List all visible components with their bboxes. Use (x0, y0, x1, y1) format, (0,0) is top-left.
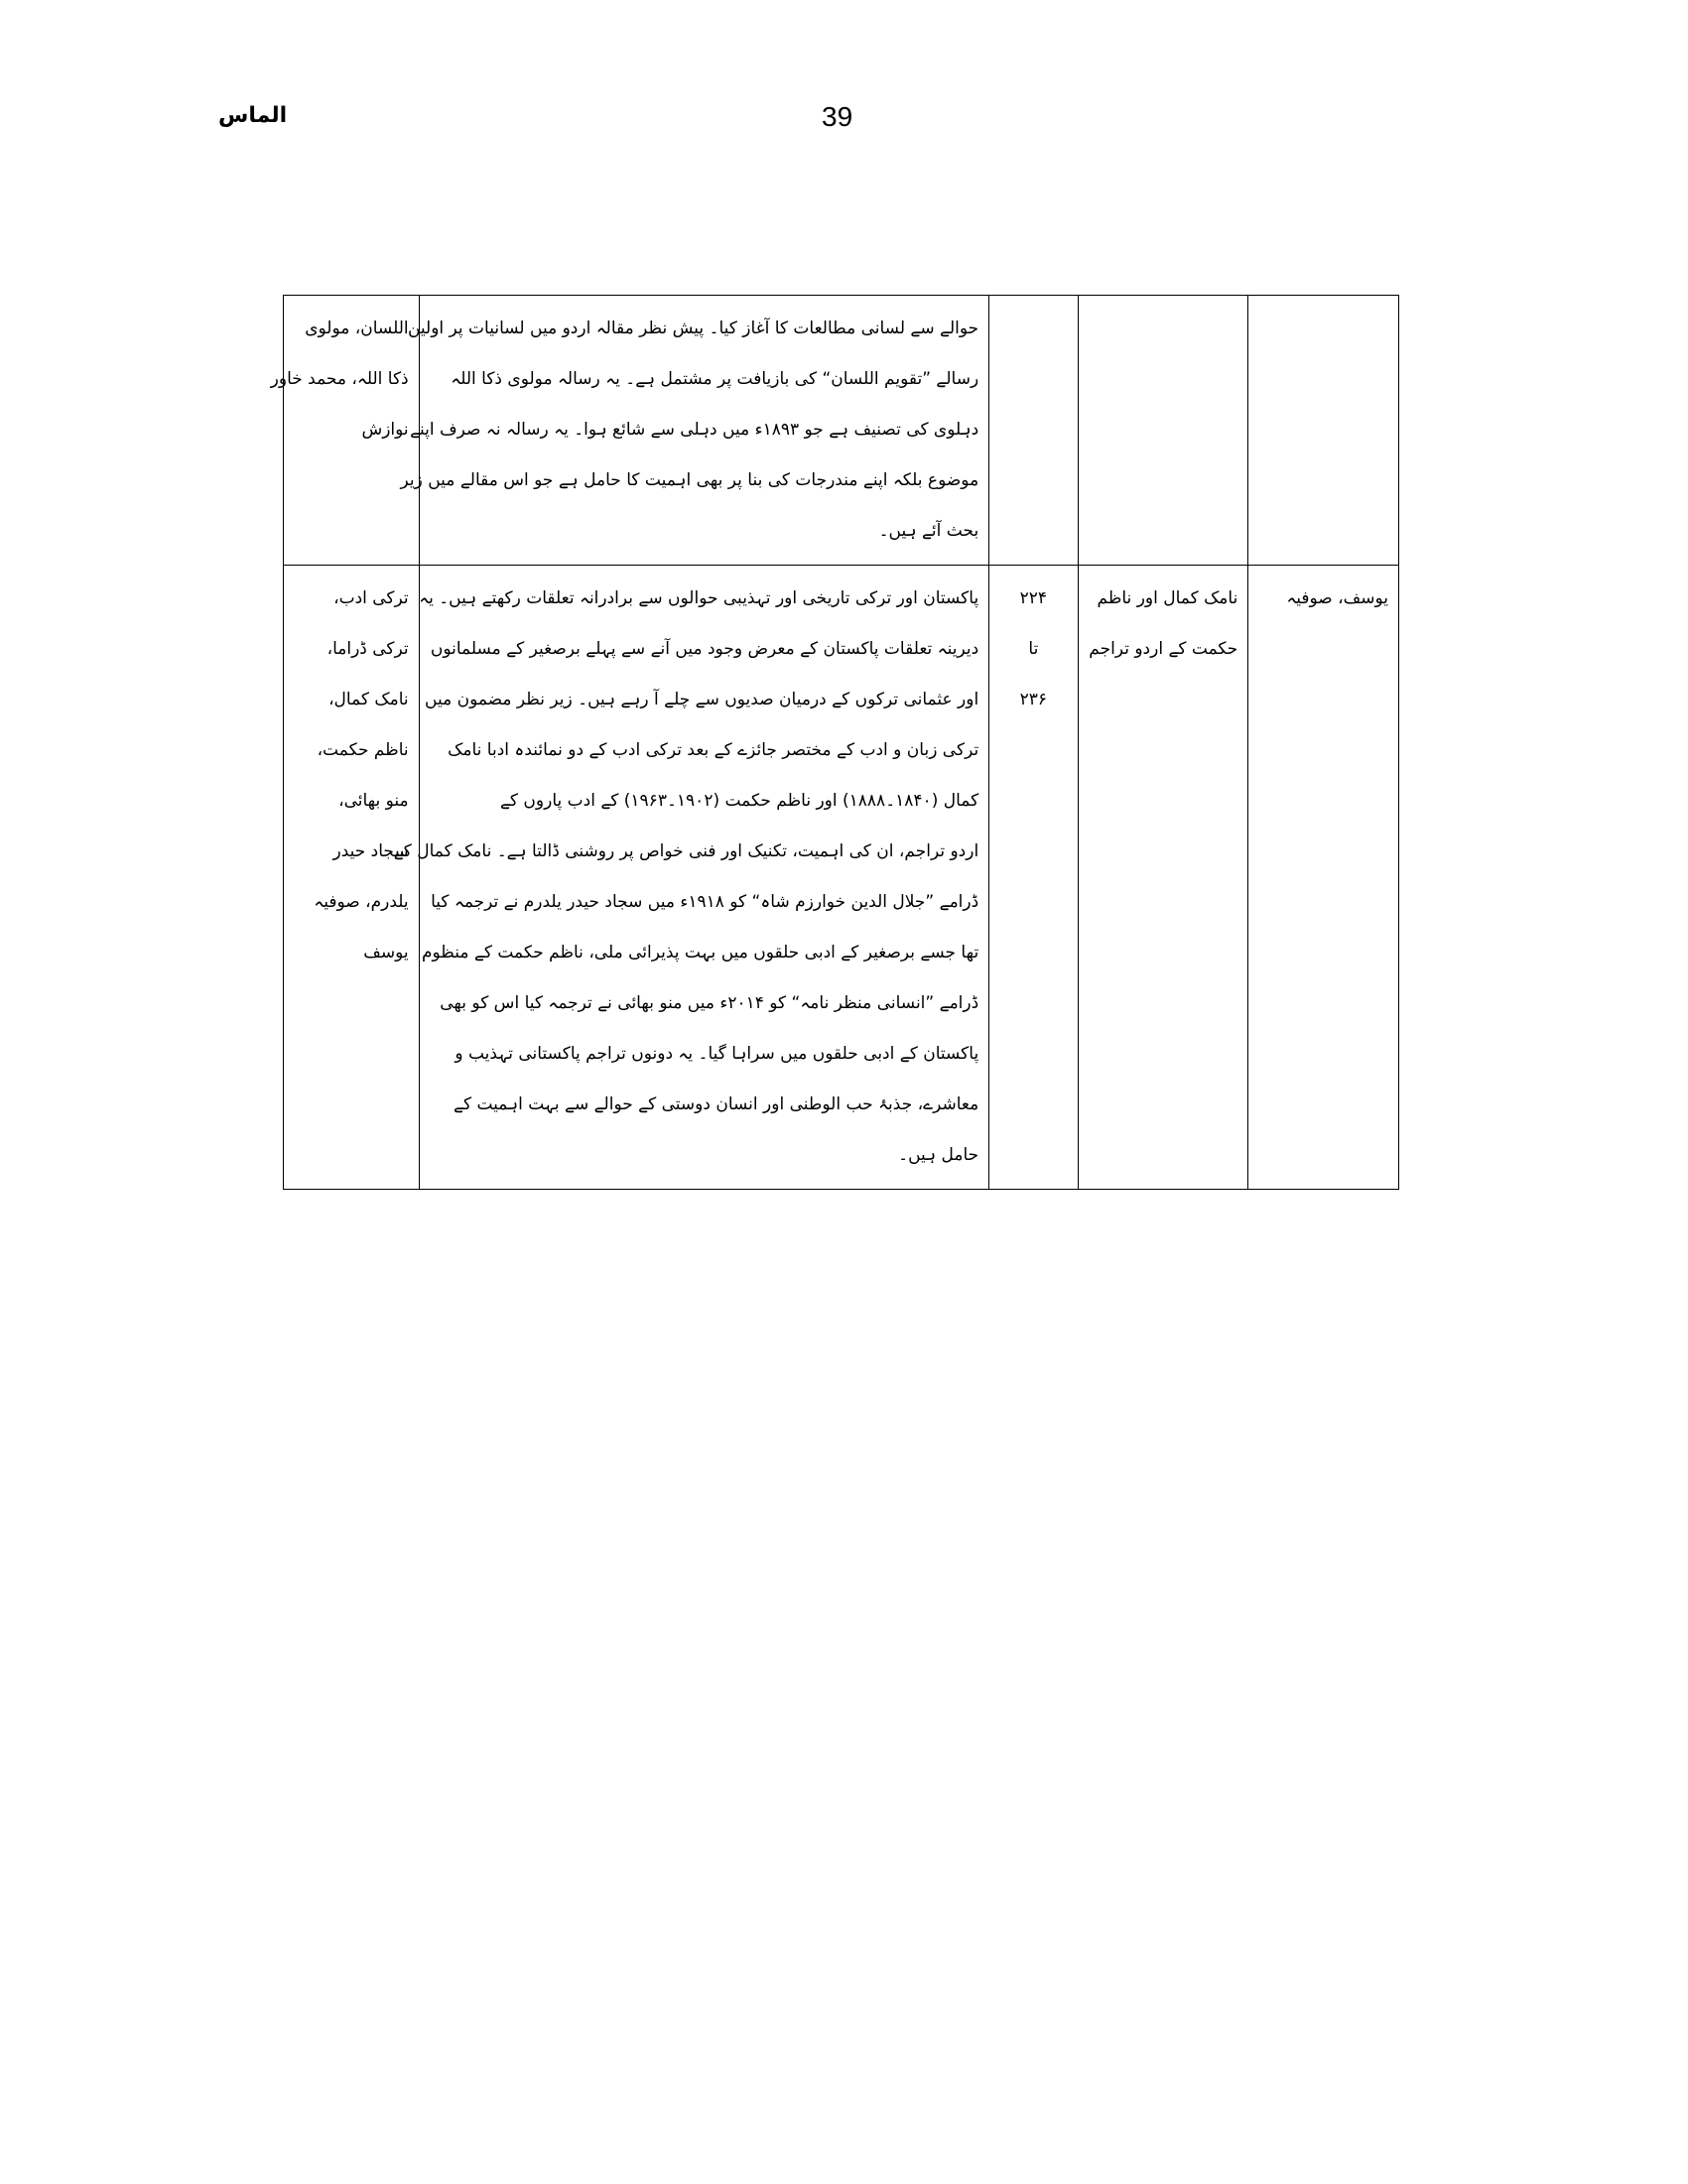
title-cell: نامک کمال اور ناظم حکمت کے اردو تراجم (1078, 566, 1248, 1190)
abstract-cell (400, 296, 989, 566)
index-table (270, 295, 1399, 1190)
keyword-line: ذکا اللہ، محمد خاور (270, 369, 409, 389)
table-row (284, 566, 1399, 1190)
keyword-line: نامک کمال، (328, 690, 409, 709)
pages-cell (989, 296, 1078, 566)
pages-cell (989, 566, 1078, 1190)
title-cell (1078, 296, 1248, 566)
abstract-line: دیرینہ تعلقات پاکستان کے معرض وجود میں آنے سے پہلے برصغیر کے مسلمانوں (430, 639, 979, 659)
journal-name: الماس (218, 103, 288, 128)
abstract-line: دہلوی کی تصنیف ہے جو ۱۸۹۳ء میں دہلی سے شائع ہوا۔ یہ رسالہ نہ صرف اپنے (410, 420, 979, 440)
page-number: 39 (822, 101, 853, 132)
abstract-line: پاکستان کے ادبی حلقوں میں سراہا گیا۔ یہ دونوں تراجم پاکستانی تہذیب و (454, 1044, 979, 1064)
abstract-line: کمال (۱۸۴۰۔۱۸۸۸) اور ناظم حکمت (۱۹۰۲۔۱۹۶۳) کے ادب پاروں کے (499, 791, 979, 811)
keyword-line: منو بھائی، (338, 791, 409, 811)
keyword-line: یلدرم، صوفیہ (314, 892, 409, 912)
abstract-line: ترکی زبان و ادب کے مختصر جائزے کے بعد ترکی ادب کے دو نمائندہ ادبا نامک (448, 740, 979, 760)
keyword-line: یوسف (363, 943, 409, 963)
abstract-line: حوالے سے لسانی مطالعات کا آغاز کیا۔ پیش نظر مقالہ اردو میں لسانیات پر اولین (407, 319, 979, 338)
abstract-line: اردو تراجم، ان کی اہمیت، تکنیک اور فنی خواص پر روشنی ڈالتا ہے۔ نامک کمال کے (393, 841, 979, 861)
table-body (270, 296, 1399, 1190)
keyword-line: ترکی ڈراما، (326, 639, 409, 659)
abstract-line: تھا جسے برصغیر کے ادبی حلقوں میں بہت پذیرائی ملی، ناظم حکمت کے منظوم (421, 943, 979, 963)
table-row (284, 296, 1399, 566)
abstract-line: حامل ہیں۔ (898, 1145, 979, 1165)
author-cell: یوسف، صوفیہ (1248, 566, 1399, 1190)
keyword-line: نوازش (361, 420, 409, 440)
author-cell (1248, 296, 1399, 566)
abstract-line: معاشرے، جذبۂ حب الوطنی اور انسان دوستی کے حوالے سے بہت اہمیت کے (454, 1094, 979, 1114)
abstract-line: ڈرامے ”جلال الدین خوارزم شاہ“ کو ۱۹۱۸ء میں سجاد حیدر یلدرم نے ترجمہ کیا (431, 892, 979, 912)
abstract-line: موضوع بلکہ اپنے مندرجات کی بنا پر بھی اہمیت کا حامل ہے جو اس مقالے میں زیر (400, 470, 979, 490)
keyword-line: ناظم حکمت، (317, 740, 409, 760)
keywords-cell (270, 296, 420, 566)
keyword-line: ترکی ادب، (333, 588, 409, 608)
abstract-line: اور عثمانی ترکوں کے درمیان صدیوں سے چلے آ رہے ہیں۔ زیر نظر مضمون میں (425, 690, 979, 709)
abstract-line: ڈرامے ”انسانی منظر نامہ“ کو ۲۰۱۴ء میں منو بھائی نے ترجمہ کیا اس کو بھی (440, 993, 979, 1013)
page-to: ۲۳۶ (1019, 690, 1048, 709)
keyword-line: اللسان، مولوی (305, 319, 409, 338)
page-to-word: تا (1028, 639, 1039, 659)
abstract-line: پاکستان اور ترکی تاریخی اور تہذیبی حوالوں سے برادرانہ تعلقات رکھتے ہیں۔ یہ (419, 588, 979, 608)
page-from: ۲۲۴ (1019, 588, 1048, 608)
abstract-line: بحث آئے ہیں۔ (878, 521, 979, 541)
keywords-cell (284, 566, 420, 1190)
abstract-line: رسالے ”تقویم اللسان“ کی بازیافت پر مشتمل ہے۔ یہ رسالہ مولوی ذکا اللہ (451, 369, 979, 389)
abstract-cell (393, 566, 989, 1190)
keyword-line: سجاد حیدر (332, 841, 409, 861)
